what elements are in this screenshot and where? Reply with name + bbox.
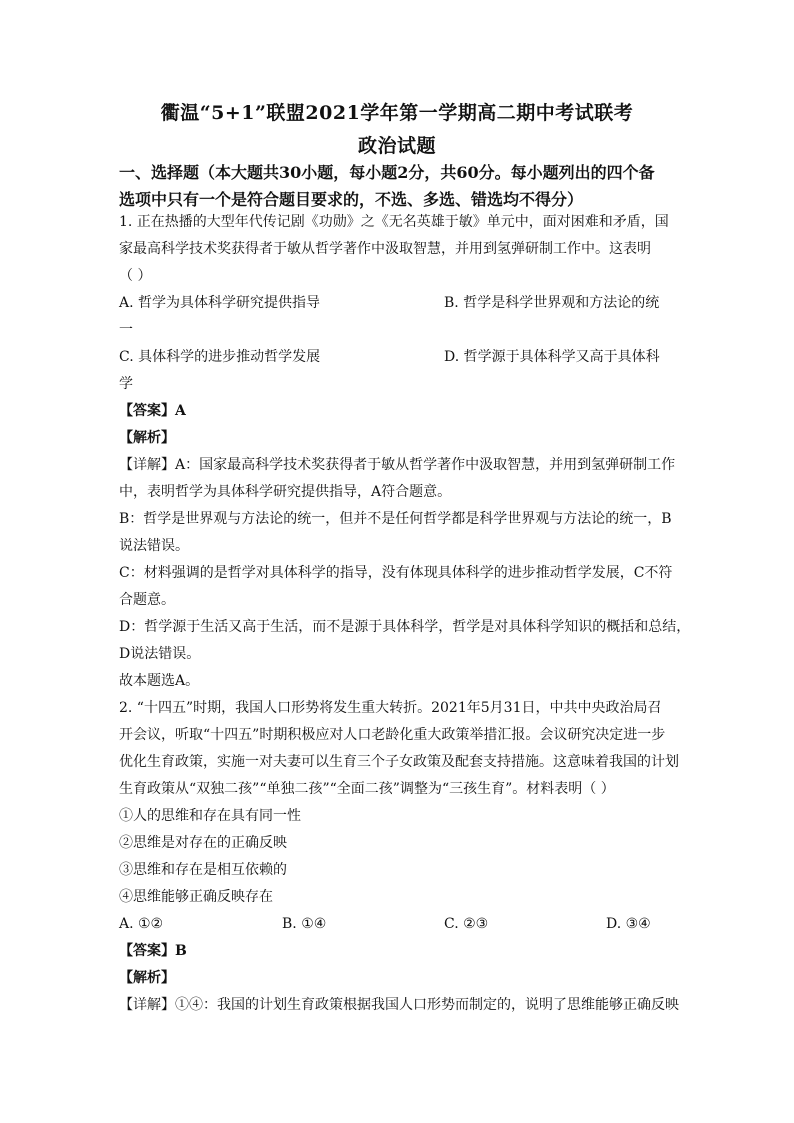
q2-option-d: D. ③④: [606, 916, 651, 932]
section-heading-line1: 一、选择题（本大题共30小题，每小题2分，共60分。每小题列出的四个备: [119, 163, 655, 182]
q2-statement-1: ①人的思维和存在具有同一性: [119, 808, 301, 824]
q2-stem-line: 优化生育政策，实施一对夫妻可以生育三个子女政策及配套支持措施。这意味着我国的计划: [119, 754, 679, 770]
q2-stem-line: 生育政策从“双独二孩”“单独二孩”“全面二孩”调整为“三孩生育”。材料表明（ ）: [119, 781, 615, 797]
q1-detail-line: 合题意。: [119, 592, 175, 608]
section-heading-line2: 选项中只有一个是符合题目要求的，不选、多选、错选均不得分）: [119, 190, 584, 209]
q2-option-b: B. ①④: [282, 916, 327, 932]
q1-detail-line: B：哲学是世界观与方法论的统一，但并不是任何哲学都是科学世界观与方法论的统一，B: [119, 511, 672, 527]
q1-detail-line: C：材料强调的是哲学对具体科学的指导，没有体现具体科学的进步推动哲学发展，C不符: [119, 565, 673, 581]
q2-stem-line: 2. “十四五”时期，我国人口形势将发生重大转折。2021年5月31日，中共中央政治局召: [119, 700, 662, 716]
q1-detail-line: D：哲学源于生活又高于生活，而不是源于具体科学，哲学是对具体科学知识的概括和总结，: [119, 619, 691, 635]
q1-answer: 【答案】A: [119, 403, 186, 419]
q2-detail-line: 【详解】①④：我国的计划生育政策根据我国人口形势而制定的，说明了思维能够正确反映: [119, 997, 679, 1013]
q1-option-a: A. 哲学为具体科学研究提供指导: [119, 295, 321, 311]
q1-stem-line: 家最高科学技术奖获得者于敏从哲学著作中汲取智慧，并用到氢弹研制工作中。这表明: [119, 241, 651, 257]
q2-option-c: C. ②③: [444, 916, 489, 932]
q1-detail-line: D说法错误。: [119, 646, 201, 662]
q2-option-a: A. ①②: [119, 916, 164, 932]
q2-analysis-label: 【解析】: [119, 970, 175, 986]
q1-option-d-wrap: 学: [119, 376, 133, 392]
q1-option-b-wrap: 一: [119, 322, 133, 338]
q1-detail-line: 说法错误。: [119, 538, 189, 554]
q1-stem-line: 1. 正在热播的大型年代传记剧《功勋》之《无名英雄于敏》单元中，面对困难和矛盾，国: [119, 214, 669, 230]
q2-statement-3: ③思维和存在是相互依赖的: [119, 862, 287, 878]
q2-statement-2: ②思维是对存在的正确反映: [119, 835, 287, 851]
q1-conclusion: 故本题选A。: [119, 673, 200, 689]
q1-option-d: D. 哲学源于具体科学又高于具体科: [444, 349, 660, 365]
q1-detail-line: 【详解】A：国家最高科学技术奖获得者于敏从哲学著作中汲取智慧，并用到氢弹研制工作: [119, 457, 676, 473]
q2-statement-4: ④思维能够正确反映存在: [119, 889, 273, 905]
q2-answer: 【答案】B: [119, 943, 187, 959]
q1-answer-blank: （ ）: [119, 268, 152, 284]
q1-option-c: C. 具体科学的进步推动哲学发展: [119, 349, 321, 365]
exam-title: 衢温“5+1”联盟2021学年第一学期高二期中考试联考: [160, 102, 634, 124]
exam-subject-title: 政治试题: [357, 135, 436, 157]
q1-analysis-label: 【解析】: [119, 430, 175, 446]
q1-option-b: B. 哲学是科学世界观和方法论的统: [444, 295, 660, 311]
q1-detail-line: 中，表明哲学为具体科学研究提供指导，A符合题意。: [119, 484, 452, 500]
q2-stem-line: 开会议，听取“十四五”时期积极应对人口老龄化重大政策举措汇报。会议研究决定进一步: [119, 727, 666, 743]
